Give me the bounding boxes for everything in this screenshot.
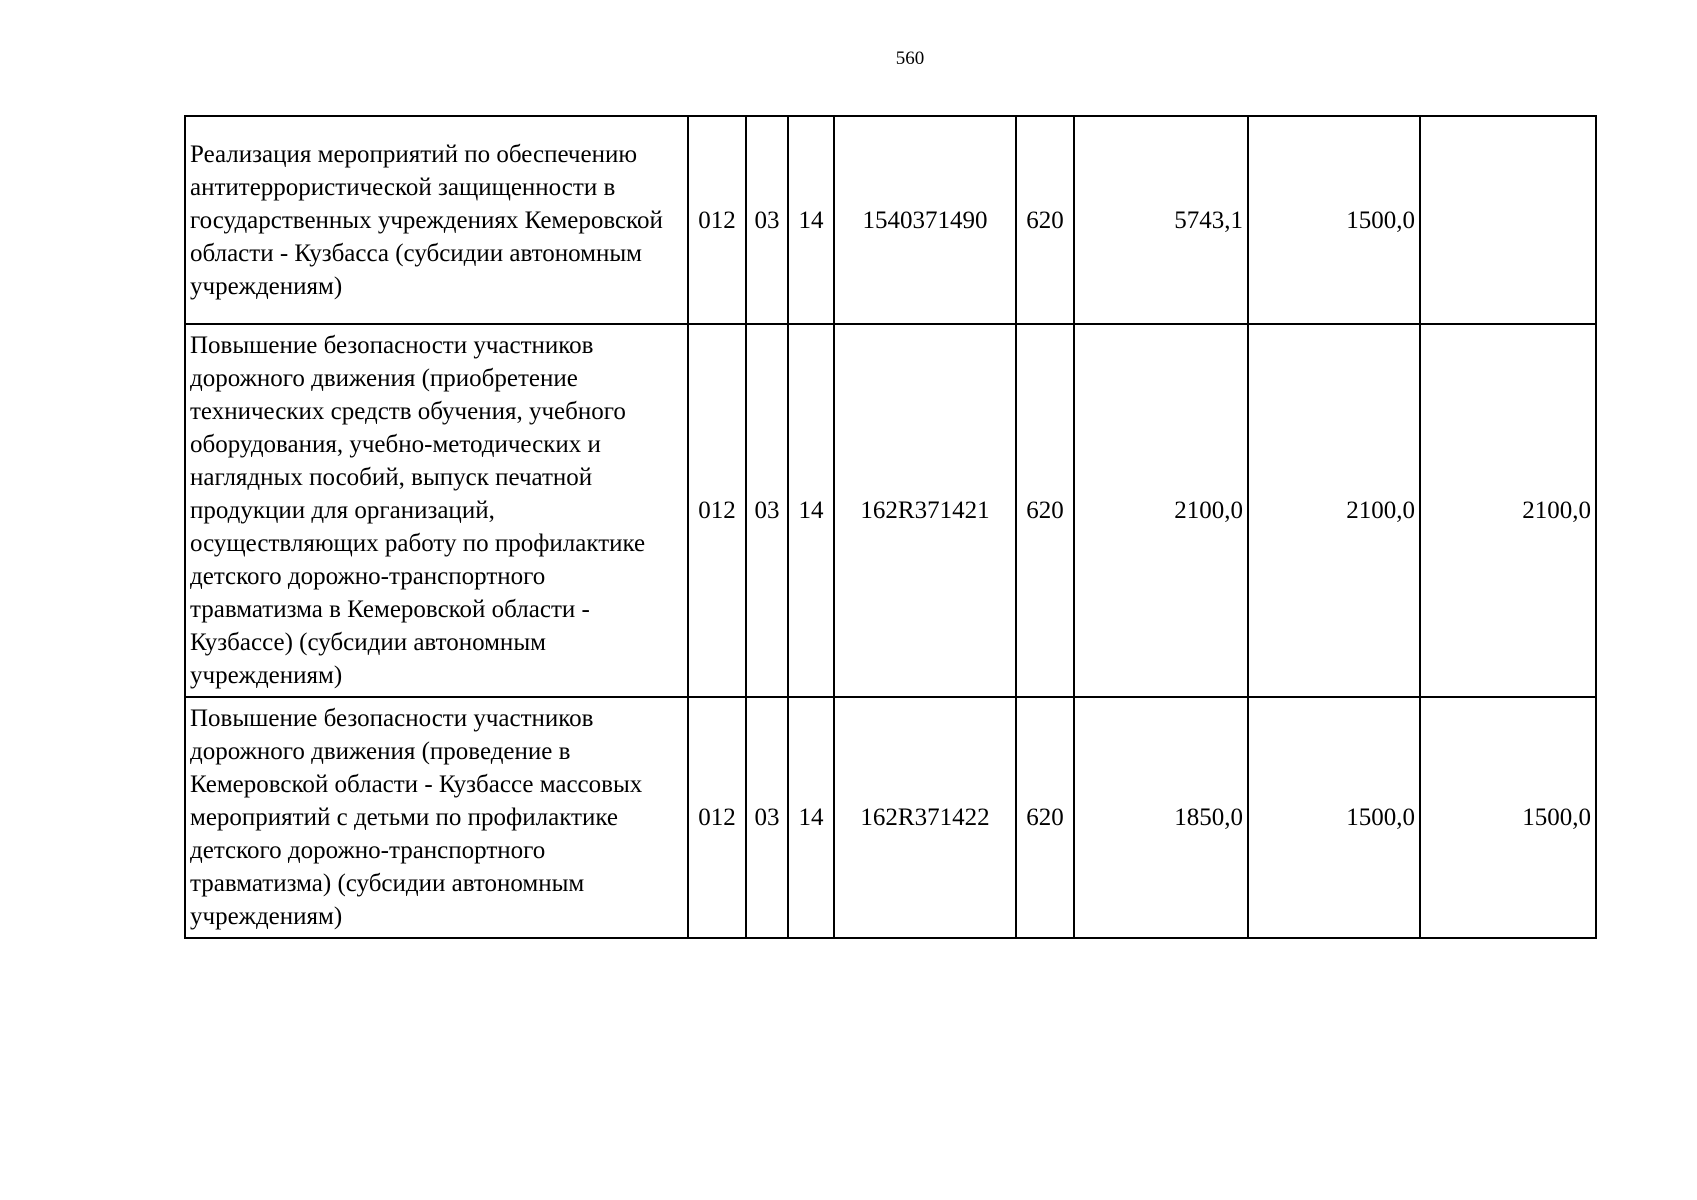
sum-year-3: 2100,0 [1420, 324, 1596, 697]
expense-type-code: 620 [1016, 697, 1074, 938]
section-code: 03 [746, 324, 788, 697]
budget-table [184, 115, 1597, 939]
ved-code: 012 [688, 324, 746, 697]
sum-year-3: 1500,0 [1420, 697, 1596, 938]
section-code: 03 [746, 697, 788, 938]
sum-year-2: 1500,0 [1248, 116, 1420, 324]
sum-year-2: 1500,0 [1248, 697, 1420, 938]
sum-year-1: 1850,0 [1074, 697, 1248, 938]
table-row [185, 116, 1596, 324]
sum-year-2: 2100,0 [1248, 324, 1420, 697]
expense-type-code: 620 [1016, 324, 1074, 697]
page-number: 560 [895, 48, 925, 69]
subsection-code: 14 [788, 697, 834, 938]
target-article-code: 1540371490 [834, 116, 1016, 324]
table-row [185, 697, 1596, 938]
row-description: Повышение безопасности участников дорожного движения (приобретение технических средств обучения, учебного оборудования, учебно-методических и наглядных пособий, выпуск печатной продукции для организаций, осуществляющих работу по профилактике детского дорожно-транспортного травматизма в Кемеровской области - Кузбассе) (субсидии автономным учреждениям) [185, 324, 688, 697]
ved-code: 012 [688, 116, 746, 324]
sum-year-3 [1420, 116, 1596, 324]
table-row [185, 324, 1596, 697]
row-description: Повышение безопасности участников дорожного движения (проведение в Кемеровской области - Кузбассе массовых мероприятий с детьми по профилактике детского дорожно-транспортного травматизма) (субсидии автономным учреждениям) [185, 697, 688, 938]
row-description: Реализация мероприятий по обеспечению антитеррористической защищенности в государственных учреждениях Кемеровской области - Кузбасса (субсидии автономным учреждениям) [185, 116, 688, 324]
subsection-code: 14 [788, 116, 834, 324]
section-code: 03 [746, 116, 788, 324]
ved-code: 012 [688, 697, 746, 938]
target-article-code: 162R371422 [834, 697, 1016, 938]
target-article-code: 162R371421 [834, 324, 1016, 697]
sum-year-1: 2100,0 [1074, 324, 1248, 697]
expense-type-code: 620 [1016, 116, 1074, 324]
subsection-code: 14 [788, 324, 834, 697]
sum-year-1: 5743,1 [1074, 116, 1248, 324]
